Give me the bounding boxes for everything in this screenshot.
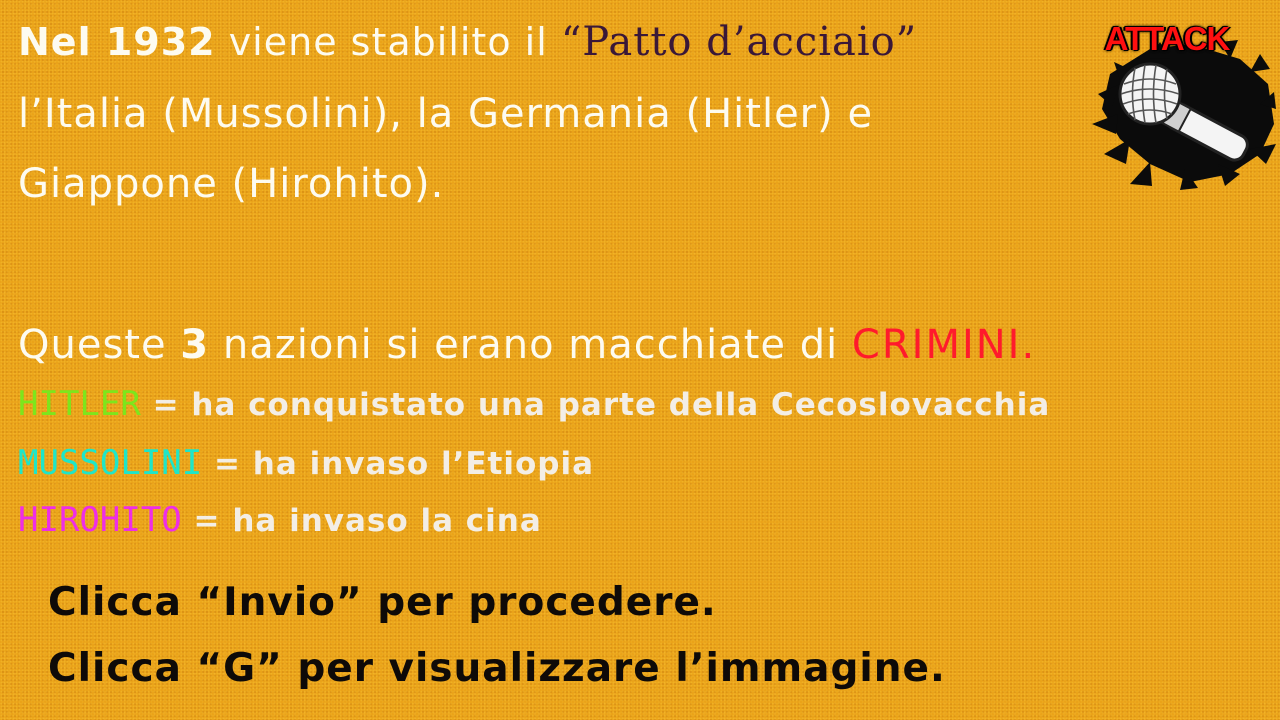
intro-year: 1932: [105, 20, 216, 64]
intro-line-1: [18, 19, 918, 65]
leader-crime-mussolini: = ha invaso l’Etiopia: [202, 446, 594, 482]
pact-name: “Patto d’acciaio”: [560, 19, 918, 65]
leader-name-hirohito: HIROHITO: [18, 500, 182, 540]
leader-crime-hirohito: = ha invaso la cina: [181, 503, 542, 539]
intro-line-2: l’Italia (Mussolini), la Germania (Hitler) e: [18, 91, 874, 137]
intro-prefix: Nel: [18, 20, 106, 64]
crimes-prefix: Queste: [18, 322, 181, 368]
intro-middle: viene stabilito il: [215, 20, 561, 64]
list-item-mussolini: [18, 443, 594, 483]
list-item-hitler: [18, 384, 1051, 424]
instruction-image: Clicca “G” per visualizzare l’immagine.: [48, 646, 946, 691]
intro-line-3: Giappone (Hirohito).: [18, 161, 445, 207]
leader-name-mussolini: MUSSOLINI: [18, 443, 203, 483]
list-item-hirohito: [18, 500, 542, 540]
crimes-middle: nazioni si erano macchiate di: [209, 322, 852, 368]
instruction-enter: Clicca “Invio” per procedere.: [48, 580, 717, 625]
crimes-word: CRIMINI.: [851, 322, 1037, 368]
crimes-count: 3: [180, 322, 210, 368]
attack-logo: [1090, 14, 1276, 190]
logo-text: ATTACK: [1104, 20, 1230, 57]
leader-name-hitler: HITLER: [18, 384, 141, 424]
crimes-heading: [18, 322, 1036, 368]
leader-crime-hitler: = ha conquistato una parte della Cecoslovacchia: [140, 387, 1051, 423]
